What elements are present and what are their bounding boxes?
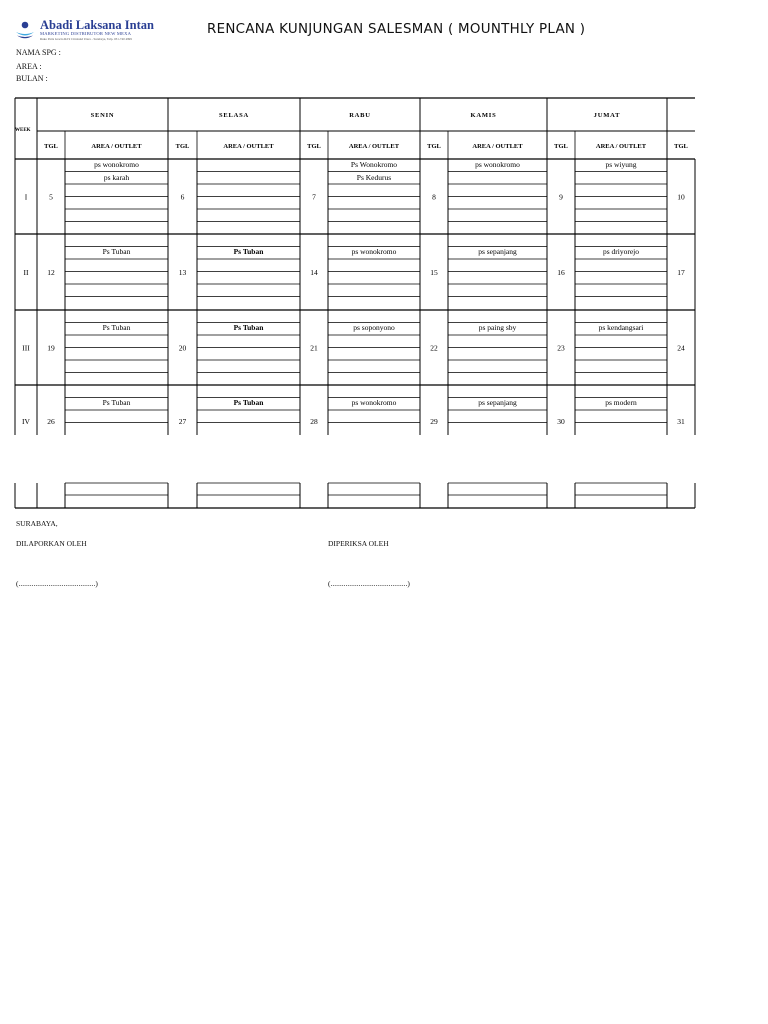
date-cell: 15 (430, 268, 438, 277)
area-outlet-header: AREA / OUTLET (91, 143, 142, 150)
date-cell: 22 (430, 343, 438, 353)
date-cell: 23 (557, 343, 565, 353)
outlet-entry: ps wiyung (605, 160, 637, 169)
checked-by-label: DIPERIKSA OLEH (328, 539, 389, 548)
day-header-rabu: RABU (349, 112, 371, 119)
company-tagline: MARKETING DISTRIBUTOR NEW MEXA (40, 31, 132, 36)
date-cell: 20 (178, 343, 187, 353)
date-cell: 17 (677, 268, 685, 277)
outlet-entry: Ps Wonokromo (350, 160, 398, 169)
date-cell: 8 (432, 192, 436, 202)
signature-line-left: (.........................................) (16, 579, 98, 588)
week-label-III: III (22, 343, 30, 353)
outlet-entry: ps driyorejo (602, 247, 640, 256)
bulan-label: BULAN : (16, 74, 48, 83)
outlet-entry: ps soponyono (353, 323, 395, 332)
area-outlet-header: AREA / OUTLET (472, 143, 523, 150)
outlet-entry: ps wonokromo (351, 398, 397, 407)
date-cell: 27 (178, 417, 187, 426)
date-cell: 10 (677, 192, 685, 202)
signature-line-right: (.........................................) (328, 579, 410, 588)
date-cell: 29 (430, 417, 438, 426)
outlet-entry: Ps Tuban (233, 247, 264, 256)
outlet-entry: Ps Tuban (102, 323, 131, 332)
outlet-entry: Ps Tuban (233, 323, 264, 332)
date-cell: 31 (677, 417, 685, 426)
tgl-header: TGL (307, 143, 321, 150)
date-cell: 13 (178, 268, 187, 277)
day-header-kamis: KAMIS (470, 112, 497, 119)
outlet-entry: ps sepanjang (478, 247, 517, 256)
tgl-header: TGL (674, 143, 688, 150)
area-outlet-header: AREA / OUTLET (223, 143, 274, 150)
date-cell: 21 (310, 343, 318, 353)
date-cell: 6 (180, 192, 185, 202)
date-cell: 16 (557, 268, 565, 277)
date-cell: 14 (310, 268, 318, 277)
date-cell: 24 (677, 343, 685, 353)
date-cell: 5 (49, 192, 53, 202)
outlet-entry: ps wonokromo (351, 247, 397, 256)
tgl-header: TGL (554, 143, 568, 150)
reported-by-label: DILAPORKAN OLEH (16, 539, 87, 548)
date-cell: 12 (47, 268, 55, 277)
week-header: WEEK (15, 128, 31, 133)
nama-spg-label: NAMA SPG : (16, 48, 61, 57)
company-name: Abadi Laksana Intan (40, 18, 154, 32)
company-address: Ruko Paris Gracia Rd 9 Citraland Utara - Surabaya, Telp. 031-740 4999 (40, 37, 132, 41)
date-cell: 28 (310, 417, 318, 426)
day-header-selasa: SELASA (218, 112, 250, 119)
outlet-entry: Ps Tuban (102, 247, 131, 256)
date-cell: 19 (47, 343, 55, 353)
outlet-entry: ps wonokromo (94, 160, 139, 169)
outlet-entry: ps karah (103, 173, 130, 182)
outlet-entry: ps kendangsari (598, 323, 644, 332)
outlet-entry: Ps Tuban (102, 398, 131, 407)
tgl-header: TGL (427, 143, 441, 150)
area-outlet-header: AREA / OUTLET (348, 143, 400, 150)
outlet-entry: ps paing sby (478, 323, 517, 332)
outlet-entry: Ps Tuban (233, 398, 264, 407)
area-outlet-header: AREA / OUTLET (595, 143, 647, 150)
page-title: RENCANA KUNJUNGAN SALESMAN ( MOUNTHLY PLAN ) (207, 22, 586, 37)
day-header-senin: SENIN (90, 112, 115, 119)
date-cell: 30 (557, 417, 565, 426)
week-label-IV: IV (22, 417, 30, 426)
area-label: AREA : (16, 62, 42, 71)
date-cell: 9 (559, 192, 563, 202)
outlet-entry: Ps Kedurus (356, 173, 392, 182)
week-label-II: II (23, 268, 29, 277)
outlet-entry: ps sepanjang (478, 398, 517, 407)
outlet-entry: ps modern (605, 398, 637, 407)
tgl-header: TGL (175, 143, 190, 150)
week-label-I: I (24, 192, 28, 202)
date-cell: 26 (47, 417, 55, 426)
date-cell: 7 (312, 192, 316, 202)
city-label: SURABAYA, (16, 519, 58, 528)
outlet-entry: ps wonokromo (475, 160, 520, 169)
tgl-header: TGL (44, 143, 58, 150)
day-header-jumat: JUMAT (593, 112, 621, 119)
